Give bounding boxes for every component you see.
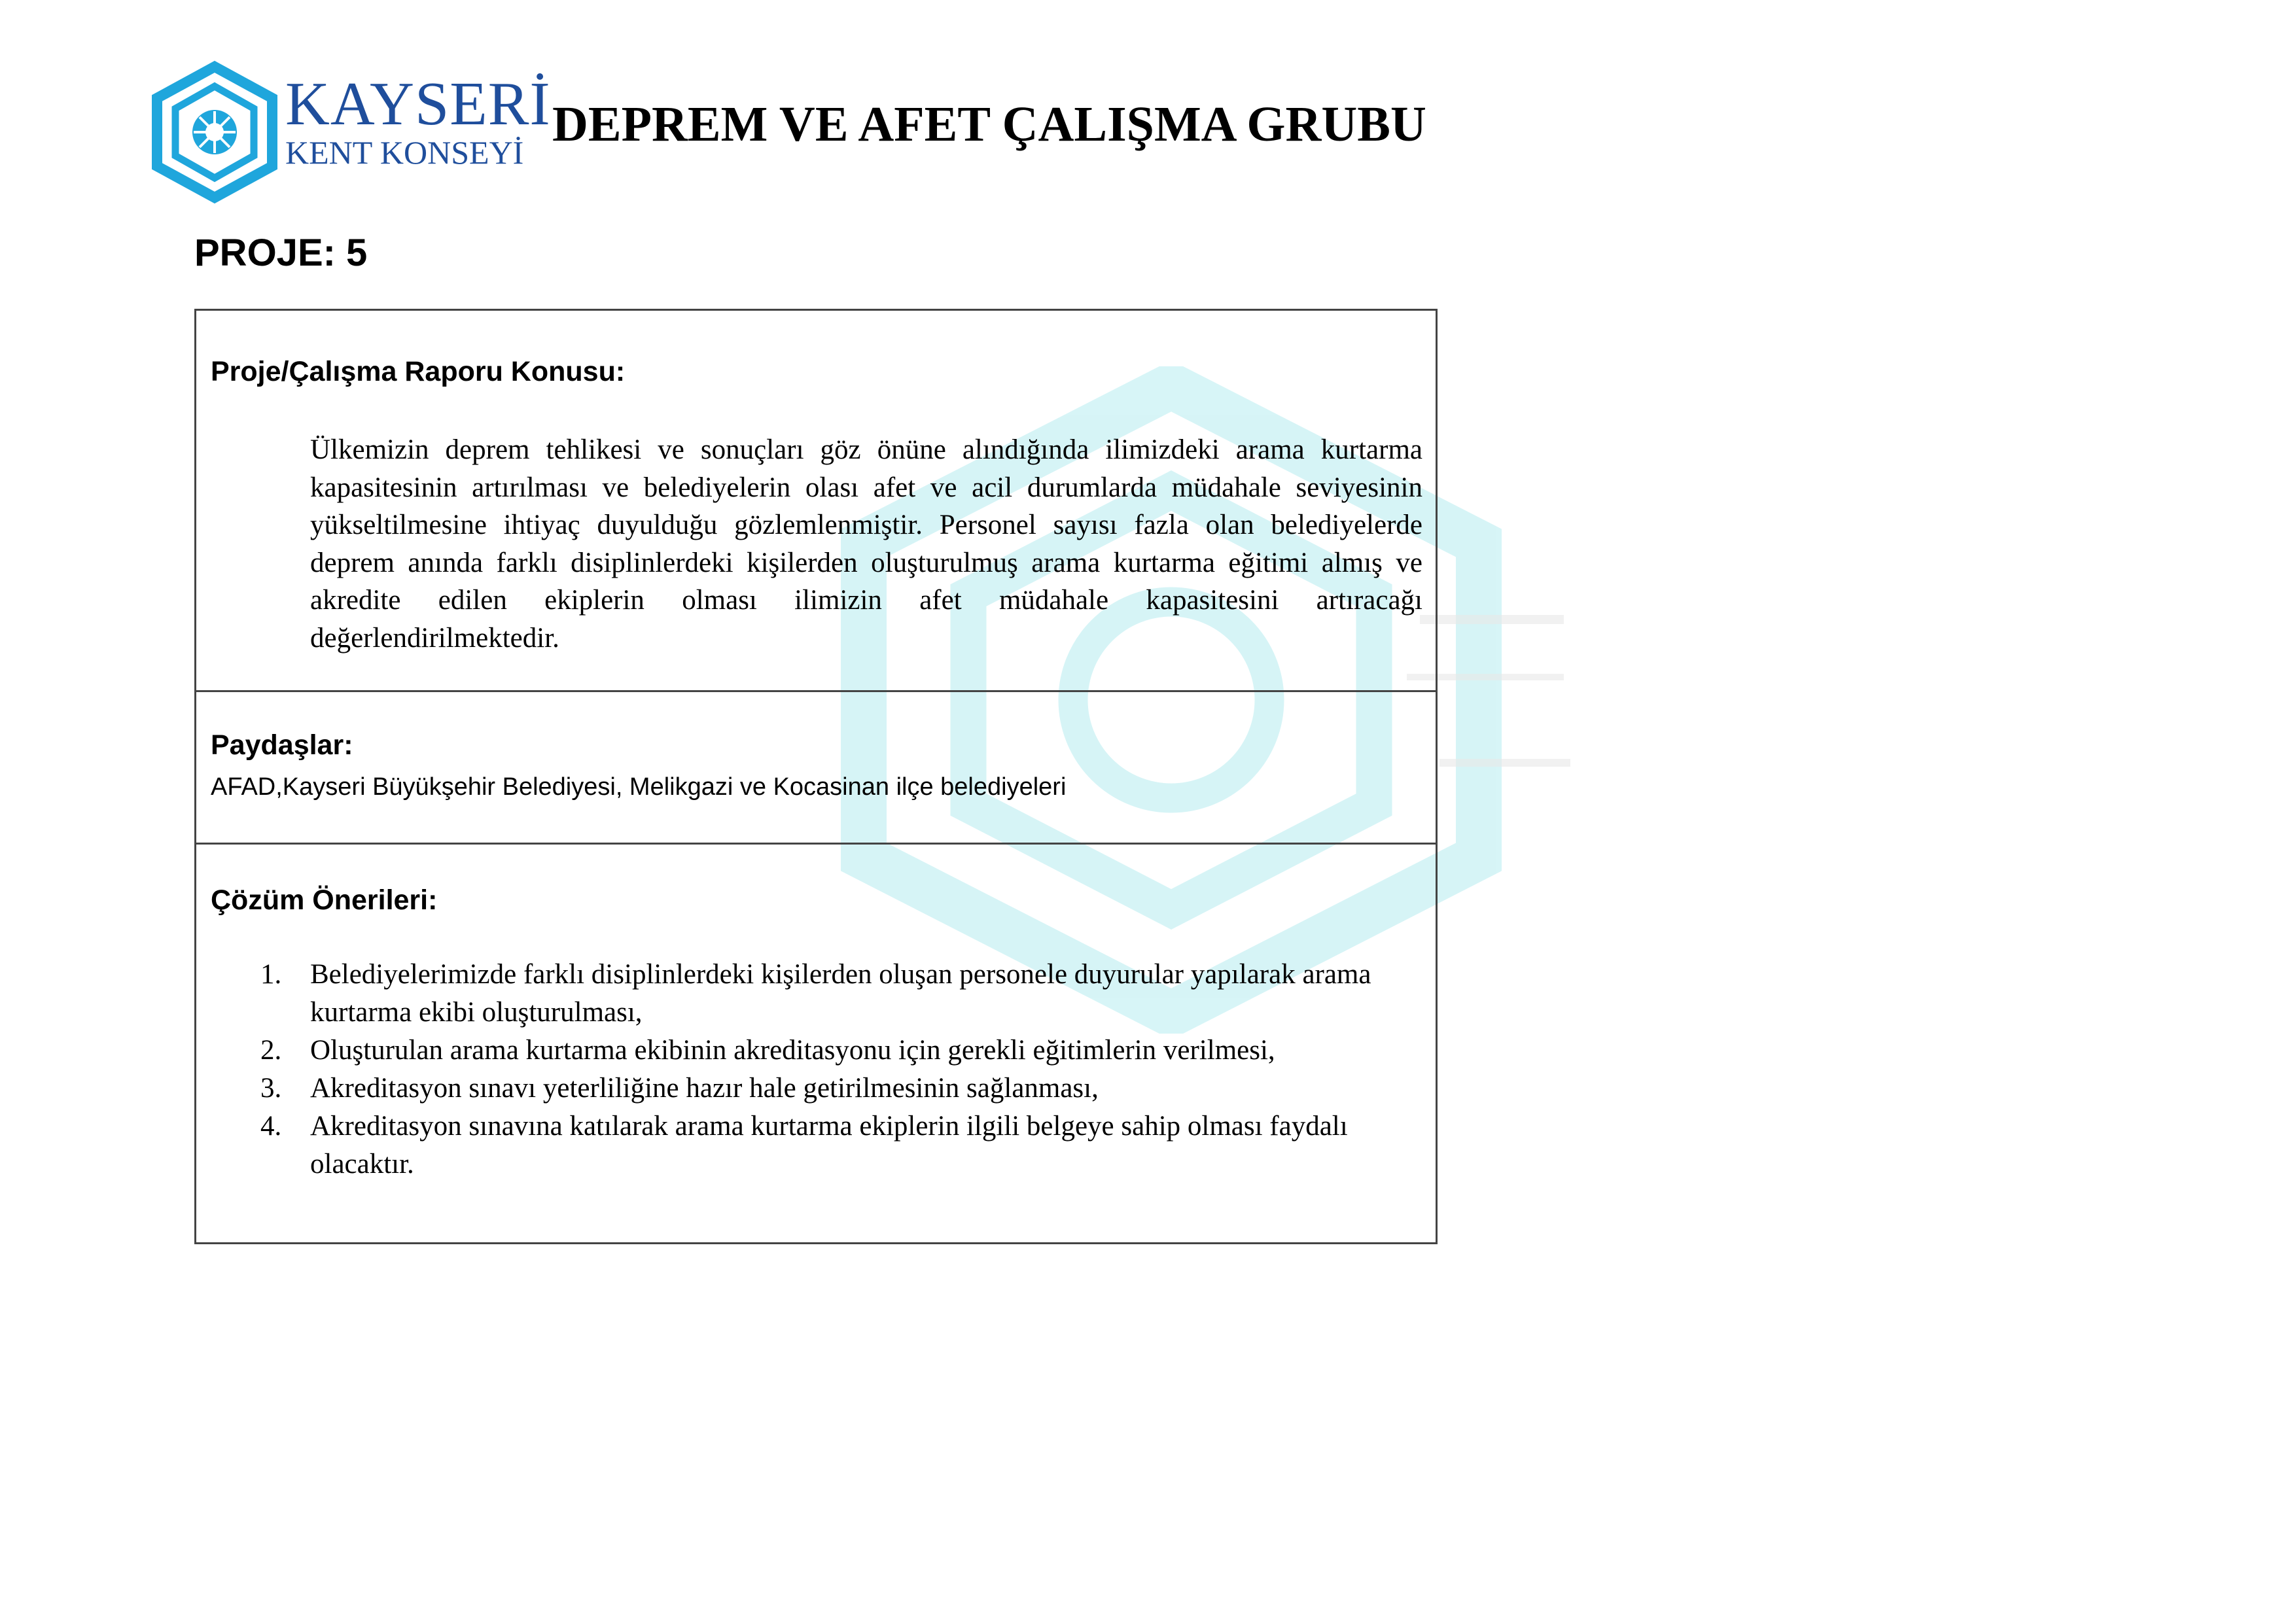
list-item	[196, 956, 1433, 1032]
logo-title: KAYSERİ	[285, 70, 551, 138]
stakeholders-heading: Paydaşlar:	[211, 729, 353, 761]
subject-text: Ülkemizin deprem tehlikesi ve sonuçları göz önüne alındığında ilimizdeki arama kurtarma kapasitesinin artırılması ve belediyelerin olası afet ve acil durumlarda müdahale seviyesinin yükseltilmesine ihtiyaç duyulduğu gözlemlenmiştir. Personel sayısı fazla olan belediyelerde deprem anında farklı disiplinlerdeki kişilerden oluşturulmuş arama kurtarma eğitimi almış ve akredite edilen ekiplerin olması ilimizin afet müdahale kapasitesini artıracağı değerlendirilmektedir.	[310, 434, 1422, 654]
kent-konseyi-logo	[149, 60, 551, 204]
list-item	[196, 1032, 1433, 1070]
list-item-text: Belediyelerimizde farklı disiplinlerdeki kişilerden oluşan personele duyurular yapılarak arama kurtarma ekibi oluşturulması,	[310, 959, 1371, 1028]
stakeholders-section	[196, 692, 1436, 845]
subject-heading: Proje/Çalışma Raporu Konusu:	[211, 356, 626, 387]
kayseri-emblem-icon	[149, 60, 280, 204]
list-item	[196, 1070, 1433, 1108]
subject-section	[196, 311, 1436, 692]
list-item-text: Akreditasyon sınavı yeterliliğine hazır hale getirilmesinin sağlanması,	[310, 1073, 1099, 1104]
solutions-section	[196, 845, 1436, 1244]
solutions-heading: Çözüm Önerileri:	[211, 884, 438, 916]
list-item	[196, 1108, 1433, 1183]
list-item-number: 2.	[260, 1035, 282, 1066]
solutions-list	[196, 956, 1433, 1183]
list-item-text: Akreditasyon sınavına katılarak arama kurtarma ekiplerin ilgili belgeye sahip olması faydalı olacaktır.	[310, 1111, 1348, 1179]
list-item-number: 3.	[260, 1073, 282, 1104]
list-item-text: Oluşturulan arama kurtarma ekibinin akreditasyonu için gerekli eğitimlerin verilmesi,	[310, 1035, 1275, 1066]
project-number: PROJE: 5	[194, 232, 368, 274]
project-report-table	[194, 309, 1438, 1244]
page-title: DEPREM VE AFET ÇALIŞMA GRUBU	[552, 97, 1426, 152]
list-item-number: 1.	[260, 959, 282, 990]
logo-subtitle: KENT KONSEYİ	[285, 134, 524, 171]
list-item-number: 4.	[260, 1111, 282, 1142]
stakeholders-text: AFAD,Kayseri Büyükşehir Belediyesi, Melikgazi ve Kocasinan ilçe belediyeleri	[211, 773, 1067, 801]
